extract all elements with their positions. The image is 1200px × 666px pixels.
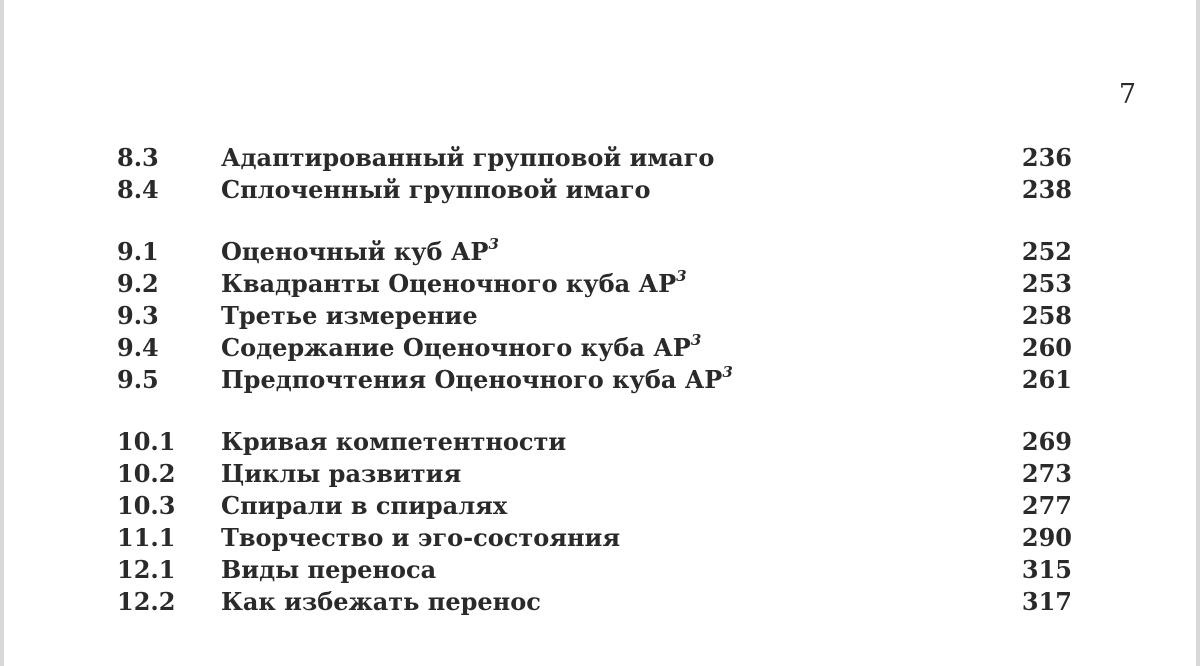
list-entry xyxy=(117,490,1072,522)
entry-title: Циклы развития xyxy=(221,459,462,488)
entry-title: Сплоченный групповой имаго xyxy=(221,175,651,204)
entry-page: 317 xyxy=(1021,587,1072,616)
entry-number: 9.1 xyxy=(117,237,159,266)
entry-number: 9.5 xyxy=(117,365,159,394)
entry-page: 253 xyxy=(1021,269,1072,298)
entry-page: 315 xyxy=(1021,555,1072,584)
superscript: 3 xyxy=(722,363,733,381)
entry-number: 10.2 xyxy=(117,459,176,488)
entry-number: 8.3 xyxy=(117,143,159,172)
entry-number: 10.1 xyxy=(117,427,176,456)
superscript: 3 xyxy=(690,331,702,349)
list-entry xyxy=(117,142,1072,174)
entry-number: 10.3 xyxy=(117,491,176,520)
list-entry xyxy=(117,174,1072,206)
list-entry xyxy=(117,458,1072,490)
entry-title: Кривая компетентности xyxy=(221,427,567,456)
superscript: 3 xyxy=(676,267,687,285)
entry-number: 11.1 xyxy=(117,523,176,552)
entry-page: 252 xyxy=(1021,237,1072,266)
entry-page: 277 xyxy=(1021,491,1072,520)
entry-page: 273 xyxy=(1021,459,1072,488)
entry-title: Предпочтения Оценочного куба $АР^3$ xyxy=(221,363,733,394)
list-entry xyxy=(117,300,1072,332)
entry-title: Квадранты Оценочного куба $АР^3$ xyxy=(221,267,687,298)
entry-title: Оценочный куб $АР^3$ xyxy=(221,235,499,266)
entry-page: 236 xyxy=(1021,143,1072,172)
entry-number: 9.3 xyxy=(117,301,159,330)
entry-page: 261 xyxy=(1021,365,1072,394)
list-entry xyxy=(117,332,1072,364)
page-right-border xyxy=(1196,0,1200,666)
entry-page: 290 xyxy=(1021,523,1072,552)
list-entry xyxy=(117,236,1072,268)
list-entry xyxy=(117,586,1072,618)
entry-title: Спирали в спиралях xyxy=(221,491,508,520)
entry-title: Содержание Оценочного куба $АР^3$ xyxy=(221,331,702,362)
list-entry xyxy=(117,554,1072,586)
list-entry xyxy=(117,268,1072,300)
page-left-border xyxy=(0,0,4,666)
entry-number: 9.4 xyxy=(117,333,159,362)
entry-title: Адаптированный групповой имаго xyxy=(221,143,715,172)
entry-number: 12.2 xyxy=(117,587,176,616)
list-group xyxy=(117,426,1072,618)
list-entry xyxy=(117,522,1072,554)
list-group xyxy=(117,142,1072,206)
entry-page: 269 xyxy=(1021,427,1072,456)
entry-number: 9.2 xyxy=(117,269,159,298)
entry-page: 260 xyxy=(1021,333,1072,362)
entry-title: Третье измерение xyxy=(221,301,478,330)
page-number: 7 xyxy=(1118,79,1136,110)
figure-list xyxy=(117,142,1072,618)
entry-title: Виды переноса xyxy=(221,555,437,584)
list-entry xyxy=(117,426,1072,458)
entry-page: 258 xyxy=(1021,301,1072,330)
list-group xyxy=(117,236,1072,396)
entry-number: 12.1 xyxy=(117,555,176,584)
entry-number: 8.4 xyxy=(117,175,159,204)
entry-page: 238 xyxy=(1021,175,1072,204)
superscript: 3 xyxy=(488,235,499,253)
list-entry xyxy=(117,364,1072,396)
entry-title: Творчество и эго-состояния xyxy=(221,523,621,552)
entry-title: Как избежать перенос xyxy=(221,587,541,616)
